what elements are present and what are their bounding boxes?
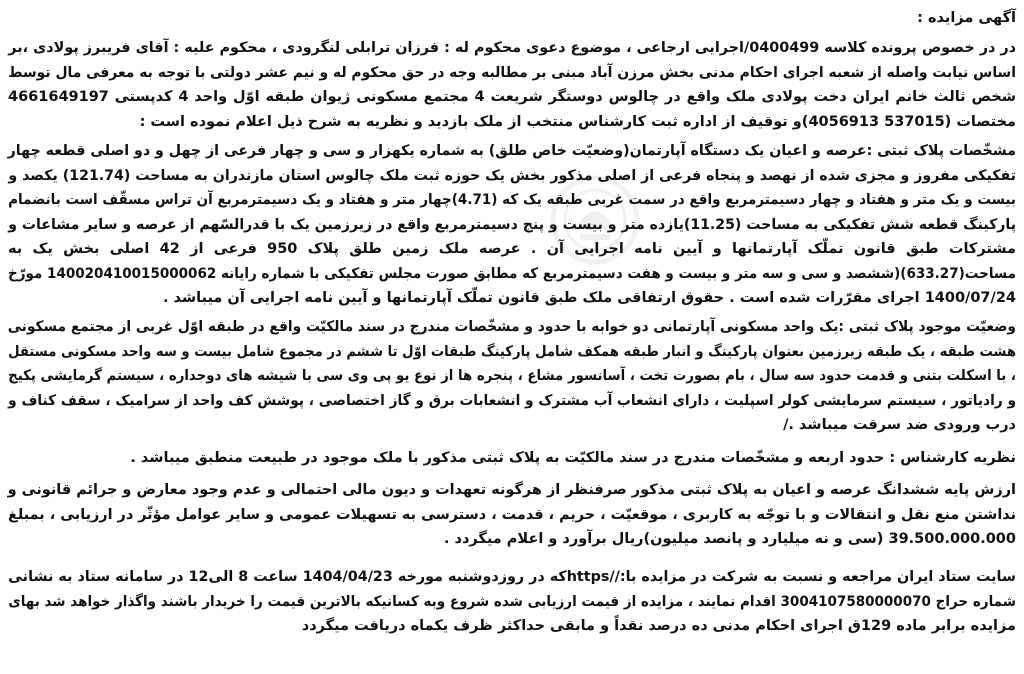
notice-title: آگهی مزایده :: [917, 10, 1016, 26]
plot-specs-line: تفکیکی مفروز و مجزی شده از نهصد و پنجاه فرعی از اصلی مذکور بخش یک حوزه ثبت ملک چالوس استان مازندران به مساحت (121.74) یکصد و: [8, 167, 1016, 184]
plot-specs-line: 1400/07/24 اجرای مقرّرات شده است . حقوق ارتفاقی ملک طبق قانون تملّک آپارتمانها و آیین نامه اجرایی آن میباشد .: [162, 290, 1016, 306]
current-condition-line: ، با اسکلت بتنی و قدمت حدود سه سال ، بام بصورت تخت ، آسانسور مشاع ، پنجره ها از نوع یو پی وی سی با شیشه های دوجداره ، سیستم گرمایشی پکیج: [8, 368, 1016, 384]
paragraph-auction-instructions: [8, 565, 1016, 639]
paragraph-expert-opinion: [8, 446, 1016, 471]
auction-instructions-line: شماره حراج 3004107580000070 اقدام نمایند ، مزایده از قیمت ارزیابی شده شروع وبه کسانیکه بالاترین قیمت را خریدار باشند واگذار خواهد شد بهای: [8, 593, 1016, 610]
plot-specs-line: مشترکات طبق قانون تملّک آپارتمانها و آیین نامه اجرایی آن . عرصه ملک زمین طلق پلاک 950 فرعی از 42 اصلی بخش یک به: [8, 241, 1016, 257]
case-details-line: در در خصوص پرونده کلاسه 0400499/اجرایی ارجاعی ، موضوع دعوی محکوم له : فرزان ترابلی لنگرودی ، محکوم علیه : آقای فریبرز پولادی ،بر: [8, 40, 1016, 56]
current-condition-line: و رادیاتور ، سیستم سرمایشی کولر اسپلیت ، دارای انشعاب آب مشترک و انشعابات برق و گاز اختصاصی ، پوشش کف واحد از سرامیک ، سقف کناف و: [8, 392, 1017, 409]
paragraph-case-details: [8, 36, 1016, 134]
plot-specs-line: بیست و یک متر و هفتاد و چهار دسیمترمربع واقع در سمت غربی طبقه یک که (4.71)چهار متر و هفتاد و یک دسیمترمربع آن تراس مسقّف است بانضمام: [8, 192, 1017, 208]
expert-opinion-line: نظریه کارشناس : حدود اربعه و مشخّصات مندرج در سند مالکیّت به پلاک ثبتی مذکور با ملک موجود در طبیعت منطبق میباشد .: [130, 450, 1016, 466]
case-details-line: شخص ثالث خانم ایران دخت پولادی ملک واقع در چالوس دوستگر شریعت 4 مجتمع مسکونی ژیوان طبقه اوّل واحد 4 کدپستی 4661649197: [8, 89, 1016, 105]
case-details-line: اساس نیابت واصله از شعبه اجرای احکام مدنی بخش مرزن آباد مبنی بر مطالبه وجه در حق محکوم له و نیم عشر دولتی با توجه به معرفی مال توسط: [8, 64, 1017, 81]
plot-specs-line: پارکینگ قطعه شش تفکیکی به مساحت (11.25)یازده متر و بیست و پنج دسیمترمربع واقع در زیرزمین یک با قدرالسّهم از عرصه و سایر مشاعات و: [8, 216, 1016, 233]
current-condition-line: درب ورودی ضد سرقت میباشد ./: [783, 417, 1016, 433]
notice-title-block: [8, 6, 1016, 31]
auction-instructions-line: سایت ستاد ایران مراجعه و نسبت به شرکت در مزایده با://httpsکه در روزدوشنبه مورخه 1404/04/23 ساعت 8 الی12 در سامانه ستاد به نشانی: [8, 569, 1016, 585]
plot-specs-line: مساحت(633.27)(ششصد و سی و سه متر و بیست و هفت دسیمترمربع که مطابق صورت مجلس تفکیکی با شماره رایانه 140020410015000062 مورّخ: [7, 265, 1016, 282]
current-condition-line: وضعیّت موجود پلاک ثبتی :یک واحد مسکونی آپارتمانی دو خوابه با حدود و مشخّصات مندرج در سند مالکیّت واقع در طبقه اوّل غربی از مجتمع مسکونی: [7, 319, 1016, 335]
paragraph-base-value: [8, 478, 1016, 552]
paragraph-registered-plot-specs: [8, 139, 1016, 311]
case-details-line: مختصات (537015 4056913)و توقیف از اداره ثبت کارشناس منتخب از ملک بازدید و نظریه به شرح ذیل اعلام نموده است :: [139, 113, 1016, 130]
paragraph-current-condition: [8, 315, 1016, 438]
base-value-line: 39.500.000.000 (سی و نه میلیارد و پانصد میلیون)ریال برآورد و اعلام میگردد .: [443, 531, 1016, 547]
auction-instructions-line: مزایده برابر ماده 129ق اجرای احکام مدنی ده درصد نقداً و مابقی حداکثر ظرف یکماه دریافت میگردد: [301, 618, 1016, 634]
plot-specs-line: مشخّصات پلاک ثبتی :عرصه و اعیان یک دستگاه آپارتمان(وضعیّت خاص طلق) به شماره یکهزار و سی و چهار فرعی از چهل و دو اصلی قطعه چهار: [7, 143, 1017, 159]
current-condition-line: هشت طبقه ، یک طبقه زیرزمین بعنوان پارکینگ و انبار طبقه همکف شامل پارکینگ طبقات اوّل تا ششم در مجموع شامل بیست و سه واحد مسکونی مستقل: [8, 343, 1016, 360]
base-value-line: ارزش پایه ششدانگ عرصه و اعیان به پلاک ثبتی مذکور صرفنظر از هرگونه تعهدات و دیون مالی احتمالی و عدم وجود معارض و جرائم قانونی و: [7, 482, 1016, 498]
base-value-line: نداشتن منع نقل و انتقالات و با توجّه به کاربری ، موقعیّت ، حریم ، قدمت ، دسترسی به تسهیلات عمومی و سایر عوامل مؤثّر در ارزیابی ، بمبلغ: [8, 506, 1016, 523]
